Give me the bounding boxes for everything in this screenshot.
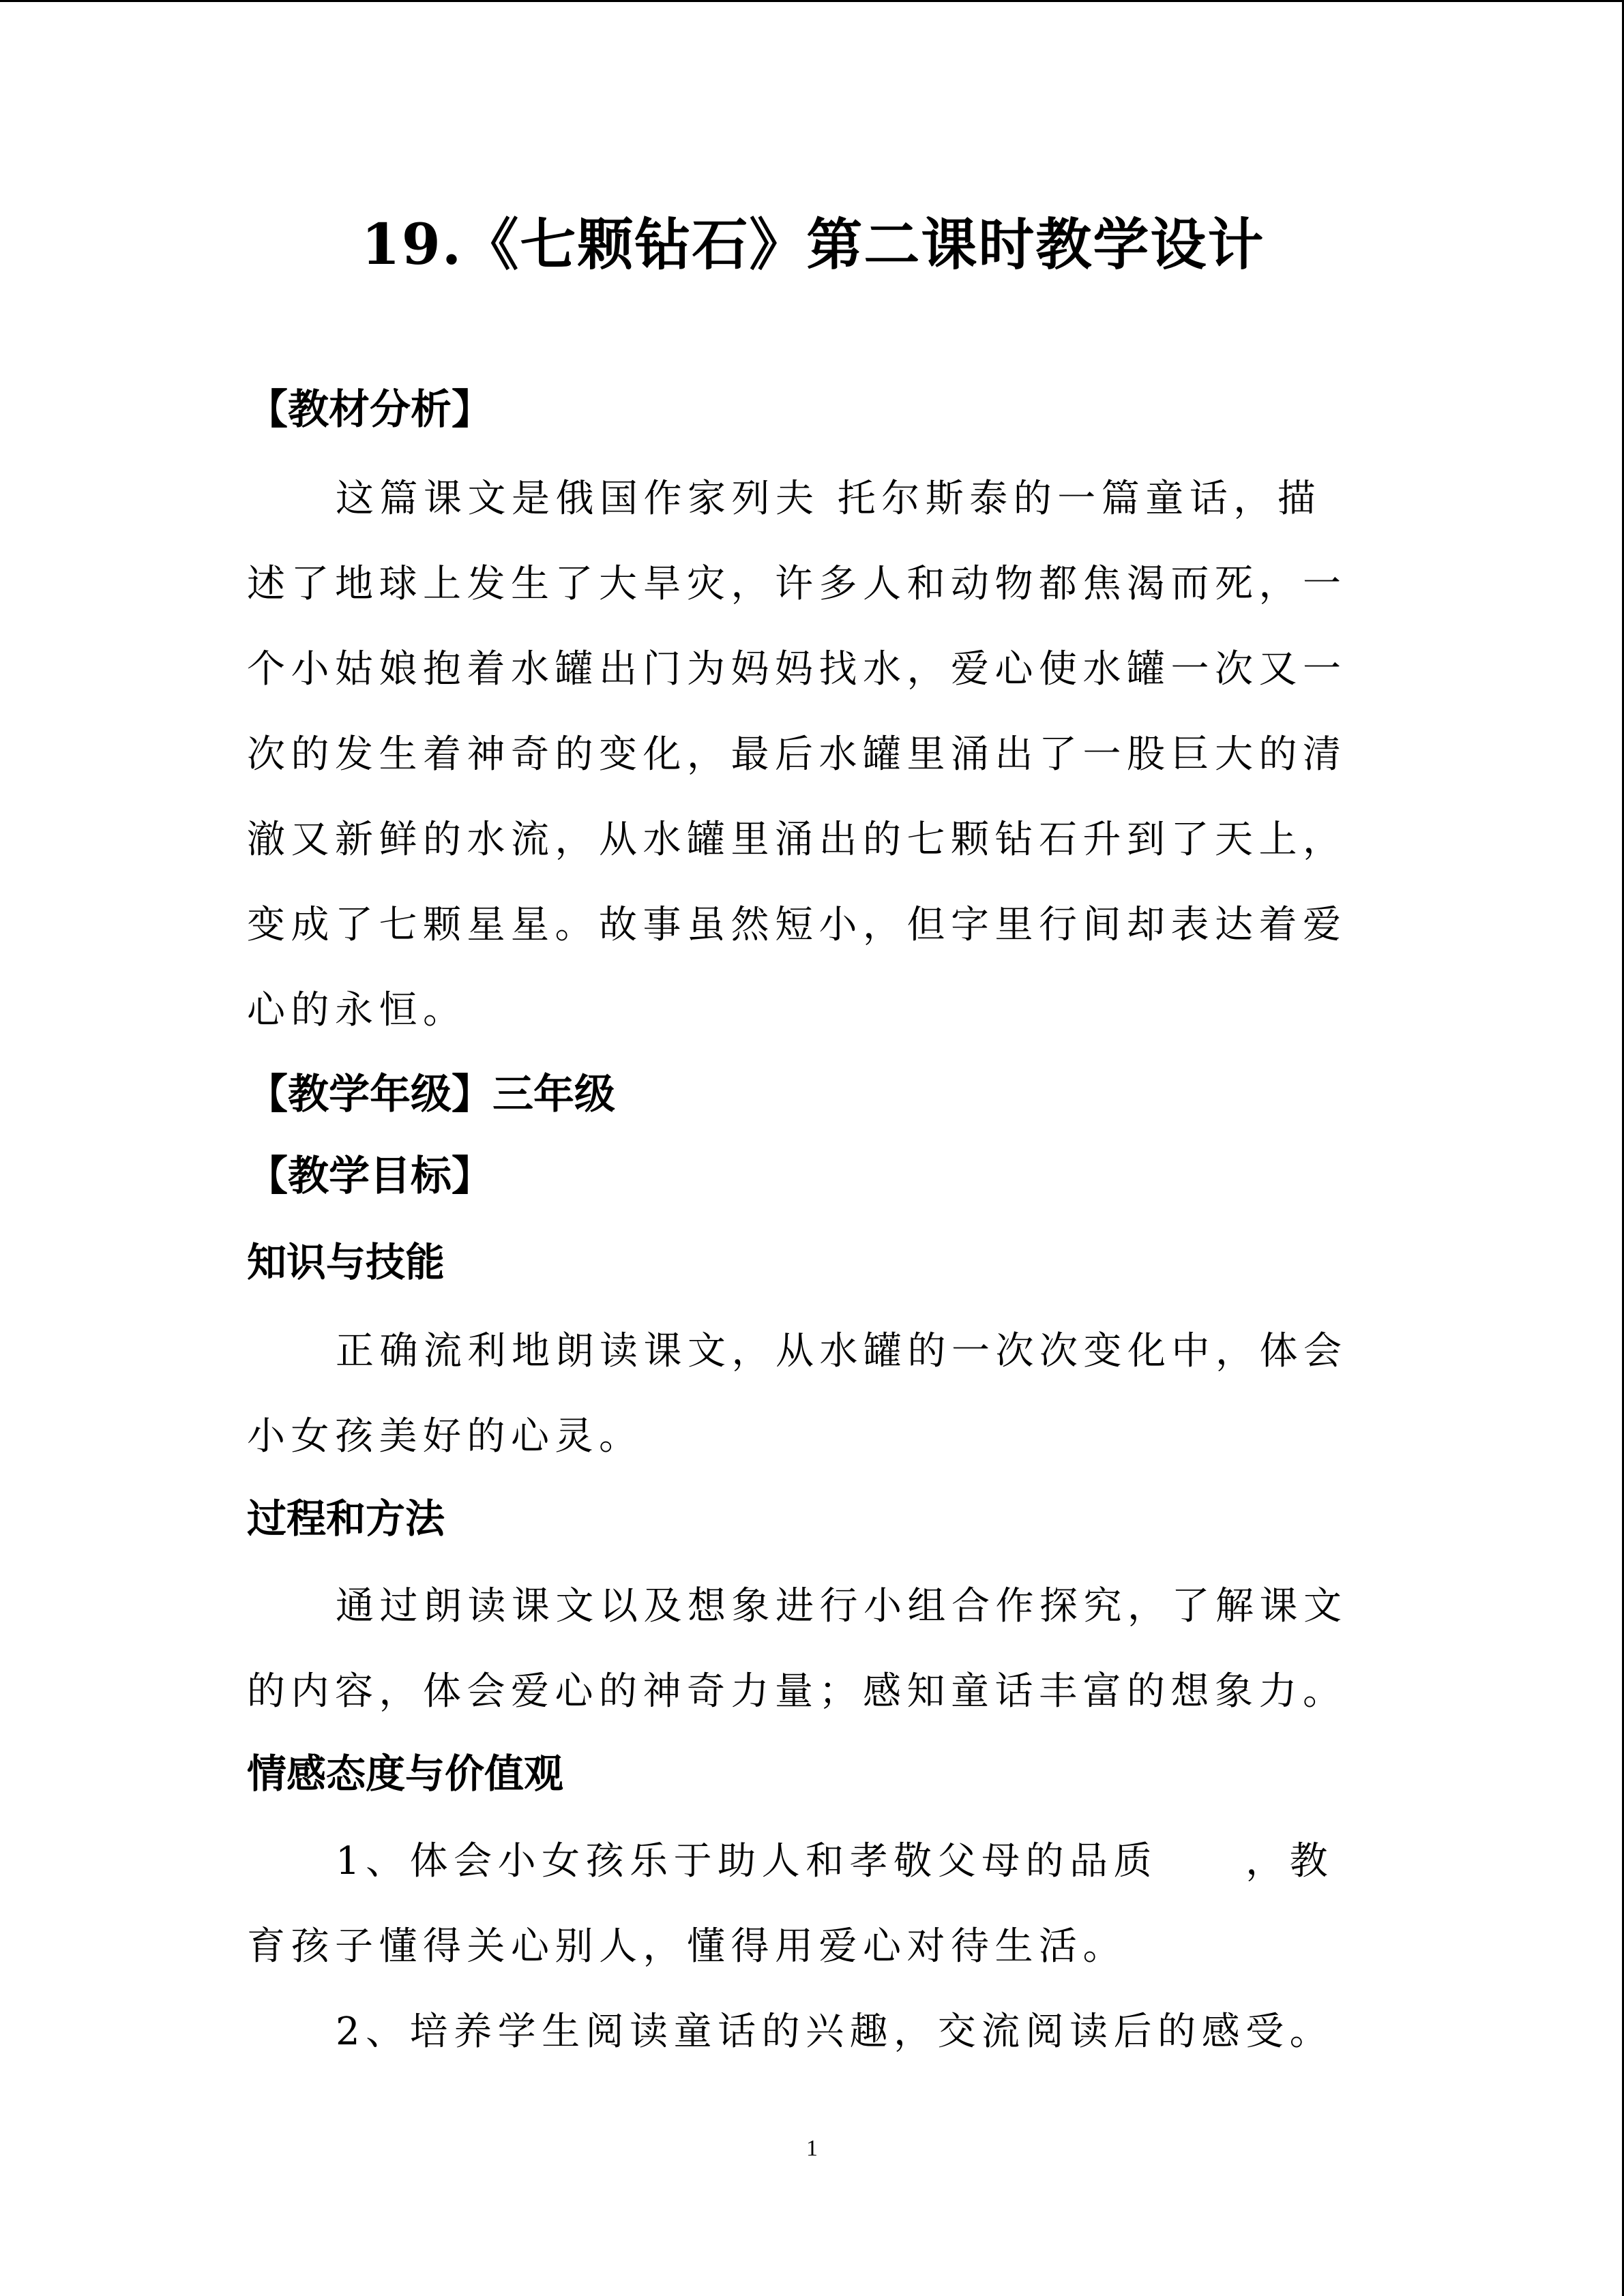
emotion-values-item-1: 1、体会小女孩乐于助人和孝敬父母的品质 ，教育孩子懂得关心别人，懂得用爱心对待生活。 [247, 1839, 1334, 1969]
process-methods-heading: 过程和方法 [247, 1495, 445, 1542]
emotion-values-item-2: 2、培养学生阅读童话的兴趣，交流阅读后的感受。 [336, 2010, 1334, 2054]
page-title: 19.《七颗钻石》第二课时教学设计 [361, 212, 1265, 278]
knowledge-skills-paragraph: 正确流利地朗读课文，从水罐的一次次变化中，体会小女孩美好的心灵。 [247, 1329, 1348, 1459]
emotion-values-heading: 情感态度与价值观 [247, 1750, 564, 1797]
process-methods-paragraph: 通过朗读课文以及想象进行小组合作探究，了解课文的内容，体会爱心的神奇力量；感知童话丰富的想象力。 [247, 1584, 1348, 1714]
knowledge-skills-heading: 知识与技能 [247, 1239, 445, 1285]
goals-heading: 【教学目标】 [247, 1152, 492, 1200]
page-number: 1 [806, 2136, 818, 2161]
grade-heading: 【教学年级】三年级 [247, 1071, 615, 1118]
analysis-heading: 【教材分析】 [247, 386, 492, 434]
analysis-paragraph: 这篇课文是俄国作家列夫 托尔斯泰的一篇童话，描述了地球上发生了大旱灾，许多人和动物都焦渴而死，一个小姑娘抱着水罐出门为妈妈找水，爱心使水罐一次又一次的发生着神奇的变化，最后水罐里涌出了一股巨大的清澈又新鲜的水流，从水罐里涌出的七颗钻石升到了天上，变成了七颗星星。故事虽然短小，但字里行间却表达着爱心的永恒。 [247, 477, 1347, 1032]
